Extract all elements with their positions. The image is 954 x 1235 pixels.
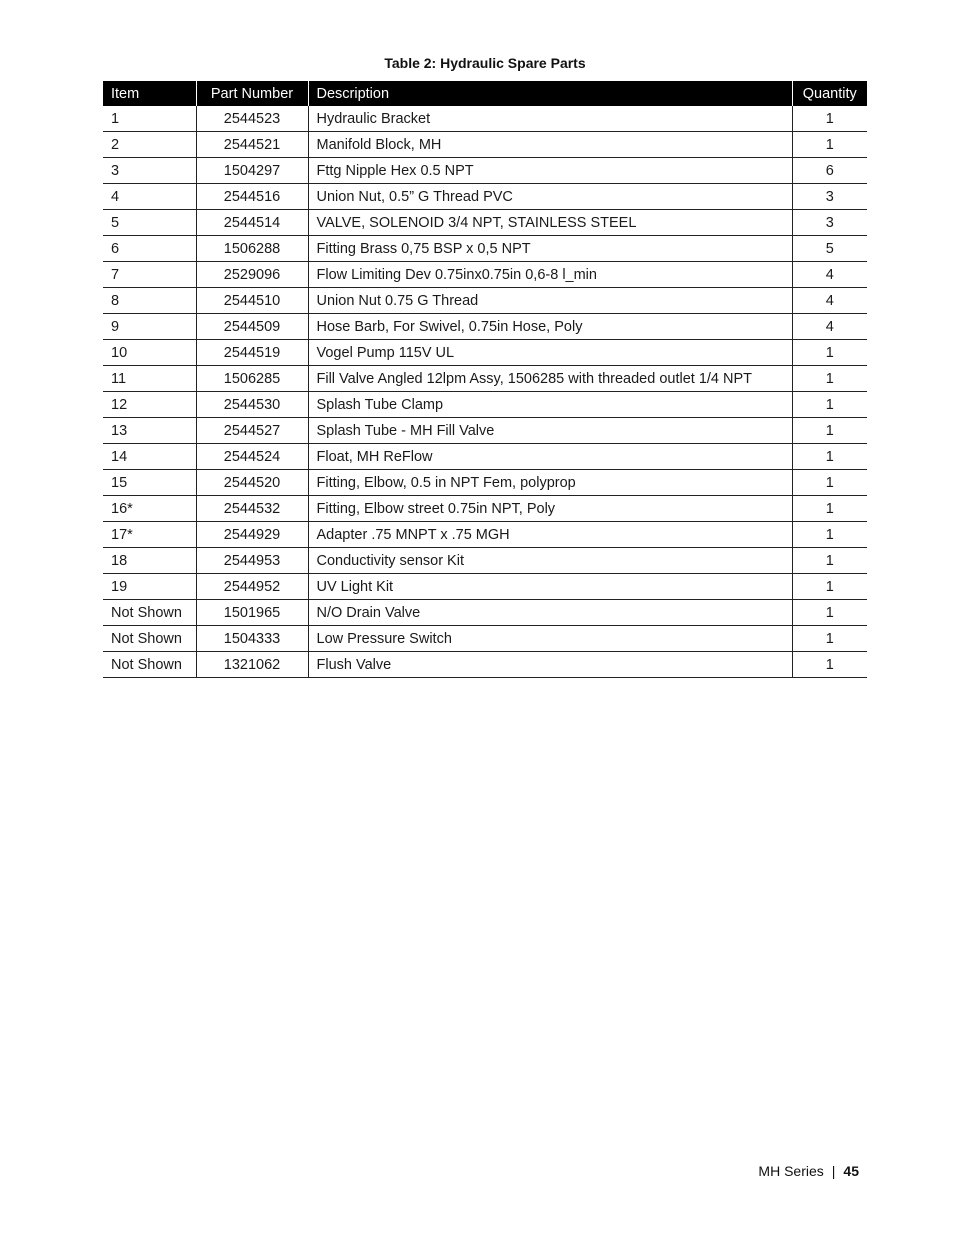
cell-description: Fitting, Elbow, 0.5 in NPT Fem, polyprop: [308, 470, 792, 496]
cell-quantity: 1: [792, 132, 867, 158]
table-row: [103, 106, 867, 132]
cell-quantity: 1: [792, 366, 867, 392]
cell-quantity: 1: [792, 496, 867, 522]
cell-quantity: 1: [792, 106, 867, 132]
table-row: [103, 184, 867, 210]
cell-quantity: 3: [792, 184, 867, 210]
table-row: [103, 210, 867, 236]
cell-part-number: 2544929: [196, 522, 308, 548]
cell-quantity: 1: [792, 444, 867, 470]
cell-quantity: 1: [792, 340, 867, 366]
cell-item: 16*: [103, 496, 196, 522]
cell-item: 19: [103, 574, 196, 600]
table-row: [103, 652, 867, 678]
cell-description: Hydraulic Bracket: [308, 106, 792, 132]
cell-part-number: 1504297: [196, 158, 308, 184]
cell-quantity: 4: [792, 314, 867, 340]
cell-part-number: 2544530: [196, 392, 308, 418]
cell-item: 7: [103, 262, 196, 288]
cell-part-number: 2529096: [196, 262, 308, 288]
cell-quantity: 1: [792, 574, 867, 600]
cell-quantity: 3: [792, 210, 867, 236]
table-row: [103, 262, 867, 288]
cell-quantity: 6: [792, 158, 867, 184]
cell-part-number: 1504333: [196, 626, 308, 652]
cell-quantity: 1: [792, 470, 867, 496]
table-row: [103, 366, 867, 392]
cell-part-number: 1501965: [196, 600, 308, 626]
header-item: Item: [103, 81, 196, 106]
cell-part-number: 2544519: [196, 340, 308, 366]
cell-description: Hose Barb, For Swivel, 0.75in Hose, Poly: [308, 314, 792, 340]
cell-quantity: 4: [792, 288, 867, 314]
table-row: [103, 444, 867, 470]
cell-quantity: 1: [792, 522, 867, 548]
cell-description: Fttg Nipple Hex 0.5 NPT: [308, 158, 792, 184]
parts-table: [103, 81, 867, 678]
cell-quantity: 1: [792, 600, 867, 626]
cell-part-number: 1321062: [196, 652, 308, 678]
cell-part-number: 2544953: [196, 548, 308, 574]
cell-item: 5: [103, 210, 196, 236]
table-row: [103, 236, 867, 262]
cell-description: VALVE, SOLENOID 3/4 NPT, STAINLESS STEEL: [308, 210, 792, 236]
cell-part-number: 2544527: [196, 418, 308, 444]
table-row: [103, 288, 867, 314]
table-row: [103, 600, 867, 626]
cell-quantity: 5: [792, 236, 867, 262]
cell-description: Fill Valve Angled 12lpm Assy, 1506285 with threaded outlet 1/4 NPT: [308, 366, 792, 392]
table-row: [103, 418, 867, 444]
cell-description: Vogel Pump 115V UL: [308, 340, 792, 366]
cell-part-number: 2544523: [196, 106, 308, 132]
cell-description: Fitting, Elbow street 0.75in NPT, Poly: [308, 496, 792, 522]
cell-description: N/O Drain Valve: [308, 600, 792, 626]
cell-part-number: 2544520: [196, 470, 308, 496]
cell-description: Manifold Block, MH: [308, 132, 792, 158]
cell-part-number: 2544524: [196, 444, 308, 470]
table-header-row: [103, 81, 867, 106]
cell-item: 4: [103, 184, 196, 210]
cell-item: 2: [103, 132, 196, 158]
cell-quantity: 1: [792, 548, 867, 574]
table-row: [103, 522, 867, 548]
cell-part-number: 2544521: [196, 132, 308, 158]
table-row: [103, 132, 867, 158]
cell-part-number: 2544510: [196, 288, 308, 314]
cell-quantity: 4: [792, 262, 867, 288]
cell-quantity: 1: [792, 652, 867, 678]
page-number: 45: [843, 1163, 859, 1179]
cell-item: 14: [103, 444, 196, 470]
cell-item: 9: [103, 314, 196, 340]
header-quantity: Quantity: [792, 81, 867, 106]
cell-item: Not Shown: [103, 600, 196, 626]
cell-description: Flow Limiting Dev 0.75inx0.75in 0,6-8 l_min: [308, 262, 792, 288]
table-row: [103, 626, 867, 652]
cell-description: Union Nut 0.75 G Thread: [308, 288, 792, 314]
table-row: [103, 470, 867, 496]
cell-description: Low Pressure Switch: [308, 626, 792, 652]
header-part-number: Part Number: [196, 81, 308, 106]
cell-description: Adapter .75 MNPT x .75 MGH: [308, 522, 792, 548]
cell-item: 12: [103, 392, 196, 418]
cell-description: Splash Tube Clamp: [308, 392, 792, 418]
cell-item: Not Shown: [103, 626, 196, 652]
cell-description: Flush Valve: [308, 652, 792, 678]
cell-part-number: 2544514: [196, 210, 308, 236]
cell-item: Not Shown: [103, 652, 196, 678]
header-description: Description: [308, 81, 792, 106]
cell-item: 18: [103, 548, 196, 574]
cell-item: 6: [103, 236, 196, 262]
cell-item: 8: [103, 288, 196, 314]
table-row: [103, 392, 867, 418]
cell-item: 13: [103, 418, 196, 444]
cell-quantity: 1: [792, 626, 867, 652]
cell-part-number: 2544952: [196, 574, 308, 600]
table-row: [103, 158, 867, 184]
table-row: [103, 548, 867, 574]
cell-part-number: 2544509: [196, 314, 308, 340]
cell-part-number: 1506285: [196, 366, 308, 392]
cell-item: 17*: [103, 522, 196, 548]
cell-description: Union Nut, 0.5” G Thread PVC: [308, 184, 792, 210]
cell-quantity: 1: [792, 418, 867, 444]
cell-item: 1: [103, 106, 196, 132]
table-caption: Table 2: Hydraulic Spare Parts: [384, 55, 586, 71]
cell-part-number: 2544516: [196, 184, 308, 210]
cell-description: Conductivity sensor Kit: [308, 548, 792, 574]
table-row: [103, 496, 867, 522]
cell-quantity: 1: [792, 392, 867, 418]
cell-description: Fitting Brass 0,75 BSP x 0,5 NPT: [308, 236, 792, 262]
table-row: [103, 314, 867, 340]
cell-description: Float, MH ReFlow: [308, 444, 792, 470]
table-body: [103, 106, 867, 678]
footer-separator: |: [831, 1163, 836, 1179]
cell-item: 11: [103, 366, 196, 392]
cell-item: 10: [103, 340, 196, 366]
cell-description: UV Light Kit: [308, 574, 792, 600]
cell-item: 3: [103, 158, 196, 184]
cell-description: Splash Tube - MH Fill Valve: [308, 418, 792, 444]
cell-part-number: 1506288: [196, 236, 308, 262]
footer-series: MH Series: [758, 1163, 824, 1179]
table-row: [103, 340, 867, 366]
table-row: [103, 574, 867, 600]
cell-part-number: 2544532: [196, 496, 308, 522]
cell-item: 15: [103, 470, 196, 496]
page-footer: [758, 1163, 859, 1179]
